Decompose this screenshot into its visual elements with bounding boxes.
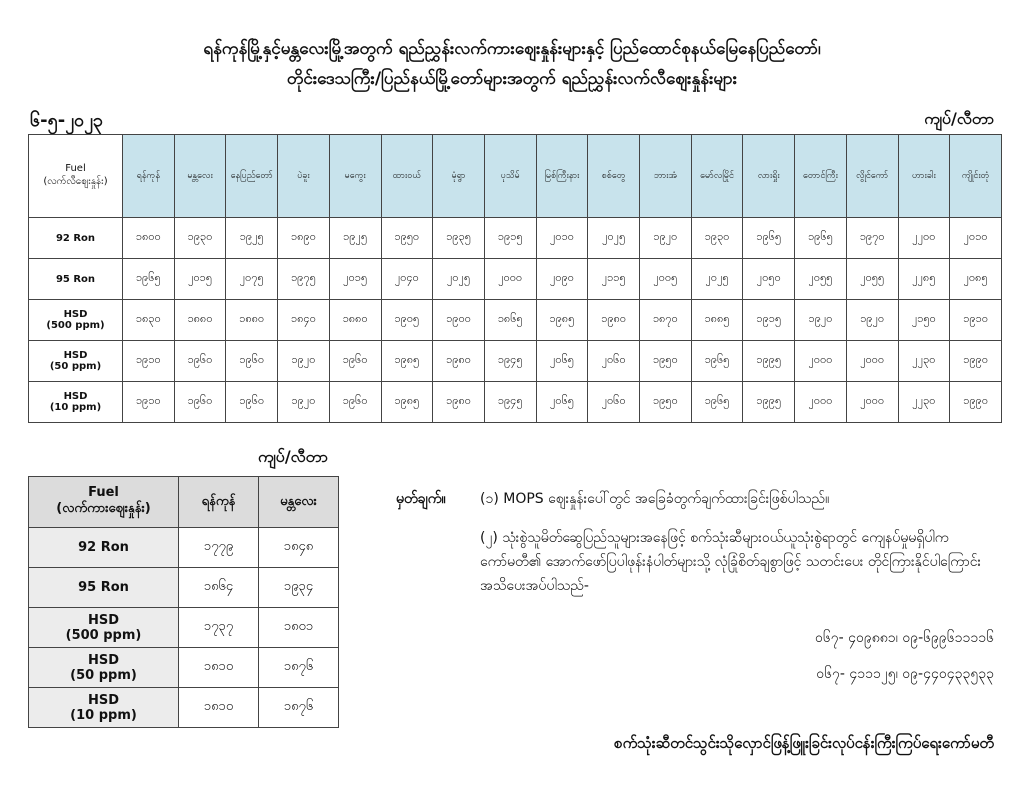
price-cell: ၁၈၈၀: [226, 300, 278, 341]
price-cell: ၁၉၈၅: [536, 300, 588, 341]
price-cell: ၂၀၁၅: [174, 259, 226, 300]
price-cell: ၁၇၃၇: [179, 608, 259, 648]
price-cell: ၂၂၃၀: [898, 341, 950, 382]
note-item-2: (၂) သုံးစွဲသူမိတ်ဆွေပြည်သူများအနေဖြင့် စက်သုံးဆီများဝယ်ယူသုံးစွဲရာတွင် ကျေနပ်မှုမရှိပါက ကော်မတီ၏ အောက်ဖော်ပြပါဖုန်းနံပါတ်များသို့ လုံခြုံစိတ်ချစွာဖြင့် သတင်းပေး တိုင်ကြားနိုင်ပါကြောင်း အသိပေးအပ်ပါသည်-: [480, 530, 982, 594]
price-cell: ၂၂၀၀: [898, 218, 950, 259]
price-cell: ၁၇၇၉: [179, 528, 259, 568]
fuel-subheader-label: (လက်ကားဈေးနှုန်း): [56, 501, 151, 516]
fuel-type-label: 92 Ron: [78, 540, 129, 555]
table-row: [29, 341, 1002, 382]
price-cell: ၂၀၁၀: [536, 218, 588, 259]
wholesale-table-header-row: [29, 477, 339, 528]
price-cell: ၁၈၇၆: [259, 688, 339, 728]
price-cell: ၂၀၀၅: [640, 259, 692, 300]
price-cell: ၁၉၃၀: [174, 218, 226, 259]
price-cell: ၂၀၁၅: [329, 259, 381, 300]
price-cell: ၁၉၅၀: [381, 218, 433, 259]
price-cell: ၂၁၅၀: [898, 300, 950, 341]
price-cell: ၁၉၈၅: [381, 382, 433, 423]
fuel-type-cell: [29, 648, 179, 688]
fuel-spec-label: (500 ppm): [65, 627, 142, 643]
price-cell: ၂၀၅၅: [795, 259, 847, 300]
price-cell: ၁၉၆၀: [174, 382, 226, 423]
price-cell: ၂၀၁၀: [950, 218, 1002, 259]
fuel-type-label: HSD: [87, 692, 120, 708]
fuel-type-label: 95 Ron: [78, 580, 129, 595]
price-cell: ၂၀၂၅: [691, 259, 743, 300]
price-cell: ၂၀၆၀: [588, 341, 640, 382]
table-row: [29, 688, 339, 728]
price-cell: ၁၉၈၅: [381, 341, 433, 382]
fuel-type-cell: [29, 300, 123, 341]
fuel-type-cell: [29, 528, 179, 568]
fuel-type-label: HSD: [87, 612, 120, 628]
fuel-column-header: [29, 135, 123, 218]
price-cell: ၁၉၆၅: [691, 341, 743, 382]
price-cell: ၁၈၇၆: [259, 648, 339, 688]
city-header: ကျိုင်းတုံ: [950, 135, 1002, 218]
fuel-type-cell: [29, 568, 179, 608]
price-cell: ၁၉၅၀: [640, 341, 692, 382]
price-cell: ၁၉၂၅: [226, 218, 278, 259]
price-cell: ၁၉၂၀: [795, 300, 847, 341]
table-row: [29, 382, 1002, 423]
price-cell: ၁၉၃၀: [691, 218, 743, 259]
price-cell: ၁၉၅၀: [640, 382, 692, 423]
city-header: မြစ်ကြီးနား: [536, 135, 588, 218]
price-cell: ၁၉၂၅: [329, 218, 381, 259]
price-cell: ၁၉၃၄: [259, 568, 339, 608]
wholesale-price-table: [28, 476, 339, 728]
phone-numbers-2: ၀၆၇- ၄၁၁၁၂၅၊ ၀၉-၄၄၀၄၃၃၅၃၃: [816, 666, 994, 682]
city-header: မုံရွာ: [433, 135, 485, 218]
price-cell: ၂၀၀၀: [795, 341, 847, 382]
city-header: ပဲခူး: [278, 135, 330, 218]
price-cell: ၁၈၄၈: [259, 528, 339, 568]
price-cell: ၁၉၉၅: [743, 382, 795, 423]
price-cell: ၁၉၈၀: [433, 341, 485, 382]
city-header: လားရှိုး: [743, 135, 795, 218]
city-header: ရန်ကုန်: [179, 477, 259, 528]
price-cell: ၂၂၃၀: [898, 382, 950, 423]
price-cell: ၂၀၅၅: [846, 259, 898, 300]
fuel-type-label: 92 Ron: [55, 232, 96, 244]
fuel-header-label: Fuel: [88, 485, 119, 500]
price-cell: ၁၉၆၅: [743, 218, 795, 259]
fuel-spec-label: (10 ppm): [70, 707, 137, 723]
fuel-type-cell: [29, 341, 123, 382]
city-header: ထားဝယ်: [381, 135, 433, 218]
price-cell: ၁၉၂၀: [846, 300, 898, 341]
price-cell: ၂၀၆၀: [588, 382, 640, 423]
price-cell: ၂၀၀၀: [795, 382, 847, 423]
price-cell: ၁၉၄၅: [484, 341, 536, 382]
price-cell: ၂၀၈၅: [950, 259, 1002, 300]
price-cell: ၁၈၁၀: [179, 688, 259, 728]
unit-label: ကျပ်/လီတာ: [924, 109, 994, 128]
fuel-type-label: HSD: [87, 652, 120, 668]
notes-label: မှတ်ချက်။: [396, 491, 446, 507]
city-header: ပုသိမ်: [484, 135, 536, 218]
city-header: မန္တလေး: [259, 477, 339, 528]
fuel-type-label: 95 Ron: [55, 273, 96, 285]
price-cell: ၁၈၉၀: [278, 218, 330, 259]
price-cell: ၁၈၄၀: [278, 300, 330, 341]
city-header: ဘားအံ: [640, 135, 692, 218]
price-cell: ၁၉၁၅: [484, 218, 536, 259]
retail-price-table: [28, 134, 1002, 423]
price-cell: ၁၈၀၀: [123, 218, 175, 259]
price-cell: ၁၉၃၅: [433, 218, 485, 259]
city-header: တောင်ကြီး: [795, 135, 847, 218]
price-cell: ၁၉၇၅: [278, 259, 330, 300]
price-cell: ၂၀၀၀: [846, 382, 898, 423]
price-cell: ၁၉၆၀: [329, 382, 381, 423]
price-cell: ၁၈၈၀: [174, 300, 226, 341]
price-cell: ၂၀၄၀: [381, 259, 433, 300]
price-cell: ၂၀၆၅: [536, 382, 588, 423]
phone-numbers-1: ၀၆၇- ၄၀၉၈၈၁၊ ၀၉-၆၉၉၆၁၁၁၁၆: [815, 630, 994, 646]
retail-table-header-row: [29, 135, 1002, 218]
price-cell: ၁၉၆၀: [226, 341, 278, 382]
price-cell: ၂၀၇၅: [226, 259, 278, 300]
city-header: ဟားခါး: [898, 135, 950, 218]
city-header: မန္တလေး: [174, 135, 226, 218]
table-row: [29, 259, 1002, 300]
price-cell: ၁၈၇၀: [640, 300, 692, 341]
price-cell: ၁၉၈၀: [433, 382, 485, 423]
table-row: [29, 300, 1002, 341]
price-cell: ၂၀၉၀: [536, 259, 588, 300]
price-cell: ၁၈၀၁: [259, 608, 339, 648]
price-cell: ၁၉၄၅: [484, 382, 536, 423]
table-row: [29, 608, 339, 648]
fuel-spec-label: (50 ppm): [70, 667, 137, 683]
price-cell: ၁၈၆၅: [484, 300, 536, 341]
city-header: စစ်တွေ: [588, 135, 640, 218]
price-cell: ၁၉၆၀: [174, 341, 226, 382]
fuel-type-cell: [29, 382, 123, 423]
price-cell: ၁၈၆၄: [179, 568, 259, 608]
city-header: နေပြည်တော်: [226, 135, 278, 218]
price-cell: ၂၀၅၀: [743, 259, 795, 300]
price-cell: ၁၉၆၅: [123, 259, 175, 300]
price-cell: ၁၉၁၅: [743, 300, 795, 341]
price-cell: ၁၉၆၅: [691, 382, 743, 423]
fuel-type-cell: [29, 608, 179, 648]
city-header: ရန်ကုန်: [123, 135, 175, 218]
price-cell: ၁၉၆၀: [226, 382, 278, 423]
fuel-type-cell: [29, 259, 123, 300]
price-cell: ၂၁၁၅: [588, 259, 640, 300]
fuel-type-label: HSD: [63, 350, 88, 361]
price-cell: ၁၉၉၀: [950, 382, 1002, 423]
city-header: လွိုင်ကော်: [846, 135, 898, 218]
price-cell: ၁၉၂၀: [278, 341, 330, 382]
date-label: ၆-၅-၂၀၂၃: [30, 110, 104, 131]
fuel-column-header: [29, 477, 179, 528]
city-header: မော်လမြိုင်: [691, 135, 743, 218]
price-cell: ၂၂၈၅: [898, 259, 950, 300]
fuel-spec-label: (10 ppm): [49, 402, 102, 413]
price-cell: ၂၀၂၅: [433, 259, 485, 300]
price-cell: ၁၉၀၅: [381, 300, 433, 341]
committee-signature: စက်သုံးဆီတင်သွင်းသိုလှောင်ဖြန့်ဖြူးခြင်းလုပ်ငန်းကြီးကြပ်ရေးကော်မတီ: [614, 734, 994, 752]
price-cell: ၁၉၂၀: [278, 382, 330, 423]
price-cell: ၁၉၁၀: [950, 300, 1002, 341]
title-line-1: ရန်ကုန်မြို့နှင့်မန္တလေးမြို့အတွက် ရည်ညွှန်းလက်ကားဈေးနှုန်းများနှင့် ပြည်ထောင်စုနယ်မြေနေပြည်တော်၊: [203, 39, 821, 59]
table-row: [29, 218, 1002, 259]
city-header: မကွေး: [329, 135, 381, 218]
price-cell: ၂၀၀၀: [846, 341, 898, 382]
price-cell: ၁၈၈၀: [329, 300, 381, 341]
price-cell: ၁၉၁၀: [123, 341, 175, 382]
price-cell: ၁၉၈၀: [588, 300, 640, 341]
price-cell: ၁၉၆၅: [795, 218, 847, 259]
price-cell: ၁၈၃၀: [123, 300, 175, 341]
price-cell: ၁၉၆၀: [329, 341, 381, 382]
fuel-type-cell: [29, 688, 179, 728]
price-cell: ၂၀၂၅: [588, 218, 640, 259]
fuel-header-label: Fuel: [65, 163, 86, 174]
price-cell: ၂၀၆၅: [536, 341, 588, 382]
price-cell: ၁၉၉၀: [950, 341, 1002, 382]
price-cell: ၁၈၁၀: [179, 648, 259, 688]
note-item-1: (၁) MOPS ဈေးနှုန်းပေါ်တွင် အခြေခံတွက်ချက်ထားခြင်းဖြစ်ပါသည်။: [480, 491, 830, 507]
fuel-subheader-label: (လက်လီဈေးနှုန်း): [43, 176, 108, 187]
table-row: [29, 568, 339, 608]
price-cell: ၁၈၈၅: [691, 300, 743, 341]
price-cell: ၁၉၁၀: [123, 382, 175, 423]
fuel-spec-label: (50 ppm): [49, 361, 102, 372]
price-cell: ၁၉၉၅: [743, 341, 795, 382]
price-cell: ၂၀၀၀: [484, 259, 536, 300]
table-row: [29, 528, 339, 568]
wholesale-unit-label: ကျပ်/လီတာ: [258, 447, 328, 466]
fuel-type-cell: [29, 218, 123, 259]
table-row: [29, 648, 339, 688]
fuel-spec-label: (500 ppm): [46, 320, 105, 331]
price-cell: ၁၉၀၀: [433, 300, 485, 341]
fuel-type-label: HSD: [63, 309, 88, 320]
price-cell: ၁၉၂၀: [640, 218, 692, 259]
fuel-type-label: HSD: [63, 391, 88, 402]
title-line-2: တိုင်းဒေသကြီး/ပြည်နယ်မြို့တော်များအတွက် ရည်ညွှန်းလက်လီဈေးနှုန်းများ: [286, 69, 738, 89]
price-cell: ၁၉၇၀: [846, 218, 898, 259]
